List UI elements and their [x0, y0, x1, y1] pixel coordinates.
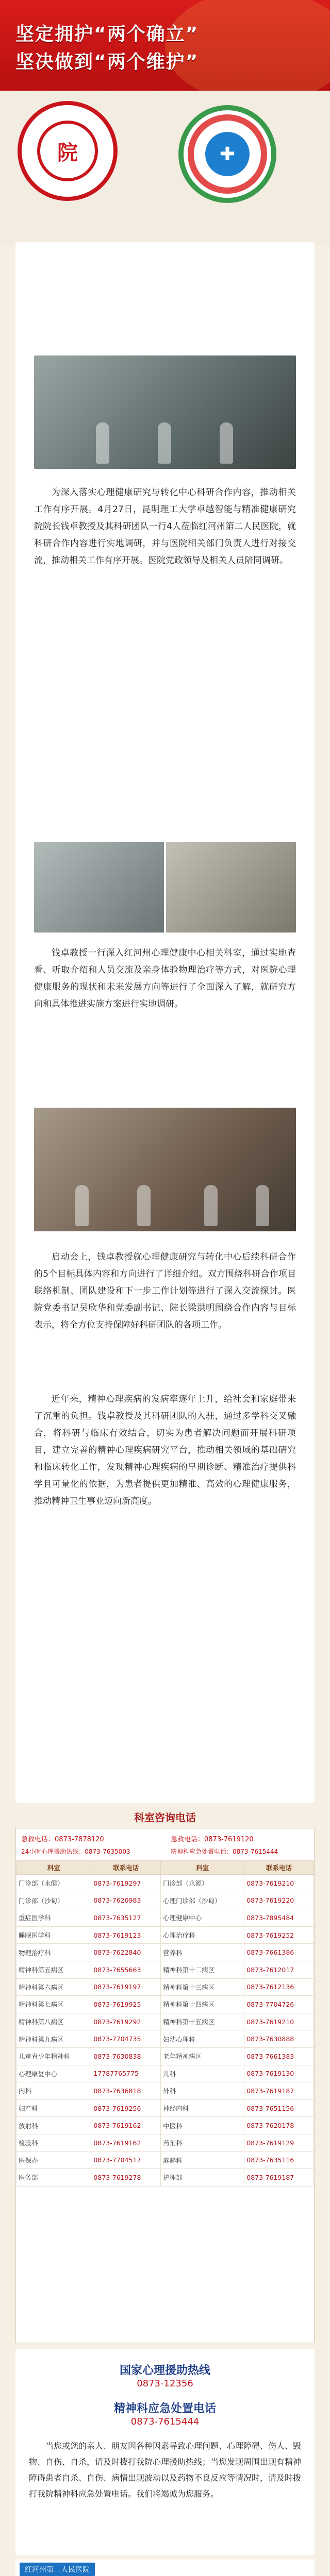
table-row [16, 1892, 314, 1909]
person-figure [137, 1185, 151, 1226]
article-paragraph-4: 近年来，精神心理疾病的发病率逐年上升，给社会和家庭带来了沉重的负担。钱卓教授及其科研团队的入驻，通过多学科交叉融合，将科研与临床有效结合，切实为患者解决问题而开展科研项目，建立完善的精神心理疾病研究平台，推动相关领域的基础研究和临床转化工作，发现精神心理疾病的早期诊断、精准治疗提供科学且可量化的依据，为患者提供更加精准、高效的心理健康服务，推动精神卫生事业迈向新高度。 [34, 1394, 296, 1506]
emergency-phone-1: 急救电话：0873-7878120 [21, 1836, 104, 1843]
photo-meeting [34, 1108, 296, 1231]
phone-cell[interactable]: 17787765775 [91, 2065, 161, 2082]
dept-cell: 神经内科 [161, 2099, 244, 2117]
table-row [16, 2082, 314, 2100]
phone-cell[interactable]: 0873-7619210 [244, 1875, 314, 1892]
dept-cell: 精神科第八病区 [16, 2013, 91, 2030]
hotline-number[interactable]: 0873-12356 [137, 2378, 193, 2389]
table-row [16, 2151, 314, 2169]
dept-cell: 门诊部（永源） [161, 1875, 244, 1892]
person-figure [256, 1185, 269, 1226]
dept-cell: 妇幼心理科 [161, 2030, 244, 2048]
phone-cell[interactable]: 0873-7620983 [91, 1892, 161, 1909]
dept-cell: 儿科 [161, 2065, 244, 2082]
dept-cell: 精神科第十三病区 [161, 1978, 244, 1996]
table-row [16, 2030, 314, 2048]
article-paragraph-3: 启动会上，钱卓教授就心理健康研究与转化中心后续科研合作的5个目标具体内容和方向进行了详细介绍。双方围绕科研合作项目联络机制、团队建设和下一步工作计划等进行了深入交流探讨。医院党委书记吴欣华和党委副书记、院长梁洪明围绕合作内容与目标表示，将全方位支持保障好科研团队的各项工作。 [34, 1252, 296, 1330]
phone-cell[interactable]: 0873-7619162 [91, 2117, 161, 2134]
dept-cell: 检验科 [16, 2134, 91, 2151]
emergency-number[interactable]: 0873-7615444 [130, 2416, 200, 2427]
dept-cell: 营养科 [161, 1944, 244, 1961]
dept-cell: 重症医学科 [16, 1909, 91, 1927]
article-paragraph-2: 钱卓教授一行深入红河州心理健康中心相关科室，通过实地查看、听取介绍和人员交流及亲身体验物理治疗等方式，对医院心理健康服务的现状和未来发展方向等进行了全面深入了解，就研究方向和具体推进实施方案进行实地调研。 [34, 948, 296, 1009]
phone-cell[interactable]: 0873-7619210 [244, 2013, 314, 2030]
hotline-section [15, 2349, 315, 2555]
dept-cell: 外科 [161, 2082, 244, 2100]
table-row [16, 1961, 314, 1978]
header-dept: 科室 [161, 1861, 244, 1875]
phone-cell[interactable]: 0873-7704517 [91, 2151, 161, 2169]
dept-cell: 精神科第十五病区 [161, 2013, 244, 2030]
slogan-line-1: 坚定拥护“两个确立” [15, 24, 199, 45]
slogan-line-2: 坚决做到“两个维护” [15, 52, 199, 73]
dept-cell: 睡眠医学科 [16, 1926, 91, 1944]
dept-cell: 精神科第九病区 [16, 2030, 91, 2048]
slogan-banner [0, 0, 330, 91]
phone-cell[interactable]: 0873-7612017 [244, 1961, 314, 1978]
table-row [16, 2169, 314, 2187]
phone-cell[interactable]: 0873-7622840 [91, 1944, 161, 1961]
table-row [16, 1978, 314, 1996]
dept-cell: 物理治疗科 [16, 1944, 91, 1961]
psych-aid-hotline: 24小时心理援助热线：0873-7635003 [21, 1848, 130, 1855]
dept-cell: 精神科第五病区 [16, 1961, 91, 1978]
phone-cell[interactable]: 0873-7619187 [244, 2169, 314, 2187]
photo-consultation-right [166, 842, 296, 933]
dept-cell: 医保办 [16, 2151, 91, 2169]
phone-cell[interactable]: 0873-7661383 [244, 2047, 314, 2065]
table-row [16, 1909, 314, 1927]
table-row [16, 1926, 314, 1944]
table-row [16, 2099, 314, 2117]
dept-cell: 精神科第十四病区 [161, 1996, 244, 2013]
table-row [16, 2134, 314, 2151]
dept-cell: 心理健康中心 [161, 1909, 244, 1927]
phone-cell[interactable]: 0873-7630838 [91, 2047, 161, 2065]
phone-cell[interactable]: 0873-7612136 [244, 1978, 314, 1996]
photo-pair-consultation [34, 842, 296, 933]
hospital-tag: 红河州第二人民医院 [20, 2563, 95, 2576]
phone-cell[interactable]: 0873-7619297 [91, 1875, 161, 1892]
photo-consultation-left [34, 842, 164, 933]
hospital-seal-logo [18, 101, 118, 201]
phone-cell[interactable]: 0873-7619292 [91, 2013, 161, 2030]
dept-cell: 门诊部（永健） [16, 1875, 91, 1892]
credits-section [15, 2560, 315, 2576]
dept-cell: 内科 [16, 2082, 91, 2100]
phone-cell[interactable]: 0873-7636818 [91, 2082, 161, 2100]
phone-cell[interactable]: 0873-7895484 [244, 1909, 314, 1927]
article-card [15, 242, 315, 1803]
table-row [16, 1944, 314, 1961]
phone-cell[interactable]: 0873-7619256 [91, 2099, 161, 2117]
emergency-title: 精神科应急处置电话 [113, 2402, 216, 2415]
phone-cell[interactable]: 0873-7620178 [244, 2117, 314, 2134]
dept-cell: 妇产科 [16, 2099, 91, 2117]
article-paragraph-1: 为深入落实心理健康研究与转化中心科研合作内容，推动相关工作有序开展。4月27日，昆明理工大学卓越智能与精准健康研究院院长钱卓教授及其科研团队一行4人莅临红河州第二人民医院，就科研合作内容进行实地调研，并与医院相关部门负责人进行对接交流，推动相关工作有序开展。医院党政领导及相关人员陪同调研。 [34, 487, 296, 566]
header-phone: 联系电话 [91, 1861, 161, 1875]
contacts-table [16, 1860, 314, 2187]
phone-cell[interactable]: 0873-7619130 [244, 2065, 314, 2082]
dept-cell: 麻醉科 [161, 2151, 244, 2169]
phone-cell[interactable]: 0873-7619252 [244, 1926, 314, 1944]
dept-cell: 药剂科 [161, 2134, 244, 2151]
person-figure [75, 1185, 89, 1226]
phone-cell[interactable]: 0873-7704735 [91, 2030, 161, 2048]
phone-cell[interactable]: 0873-7619129 [244, 2134, 314, 2151]
dept-cell: 心理治疗科 [161, 1926, 244, 1944]
dept-cell: 护理部 [161, 2169, 244, 2187]
phone-cell[interactable]: 0873-7619278 [91, 2169, 161, 2187]
medical-cross-icon: ✚ [205, 132, 250, 176]
phone-cell[interactable]: 0873-7651156 [244, 2099, 314, 2117]
phone-cell[interactable]: 0873-7619187 [244, 2082, 314, 2100]
person-figure [220, 422, 233, 464]
photo-visit-team [34, 355, 296, 469]
hotline-description: 当您或您的亲人、朋友因各种因素导致心理问题、心理障碍、伤人、毁物、自伤、自杀，请及时拨打我院心理援助热线；当您发现周围出现有精神障碍患者自杀、自伤、病情出现波动以及药物不良反应等情况时，请及时拨打我院精神科应急处置电话。我们将竭诚为您服务。 [29, 2441, 302, 2499]
emergency-phone-2: 急救电话：0873-7619120 [171, 1836, 254, 1843]
hotline-title: 国家心理援助热线 [119, 2364, 210, 2377]
person-figure [96, 422, 109, 464]
dept-cell: 精神科第七病区 [16, 1996, 91, 2013]
phone-cell[interactable]: 0873-7619197 [91, 1978, 161, 1996]
mental-health-center-logo [178, 105, 276, 203]
phone-cell[interactable]: 0873-7619925 [91, 1996, 161, 2013]
dept-cell: 精神科第六病区 [16, 1978, 91, 1996]
dept-cell: 心理门诊部（沙甸） [161, 1892, 244, 1909]
phone-cell[interactable]: 0873-7655663 [91, 1961, 161, 1978]
phone-cell[interactable]: 0873-7619123 [91, 1926, 161, 1944]
table-row [16, 1875, 314, 1892]
phone-cell[interactable]: 0873-7619220 [244, 1892, 314, 1909]
phone-cell[interactable]: 0873-7619162 [91, 2134, 161, 2151]
contacts-rows [16, 1875, 314, 2187]
dept-cell: 老年精神病区 [161, 2047, 244, 2065]
phone-cell[interactable]: 0873-7630888 [244, 2030, 314, 2048]
table-row [16, 1996, 314, 2013]
dept-cell: 门诊部（沙甸） [16, 1892, 91, 1909]
phone-cell[interactable]: 0873-7635127 [91, 1909, 161, 1927]
logo-strip [0, 91, 330, 245]
table-row [16, 2117, 314, 2134]
phone-cell[interactable]: 0873-7661386 [244, 1944, 314, 1961]
table-row [16, 2047, 314, 2065]
dept-cell: 精神科第十二病区 [161, 1961, 244, 1978]
contacts-title: 科室咨询电话 [134, 1811, 196, 1824]
seal-center: 院 [37, 121, 98, 181]
phone-cell[interactable]: 0873-7704726 [244, 1996, 314, 2013]
header-phone: 联系电话 [244, 1861, 314, 1875]
person-figure [204, 1185, 218, 1226]
dept-cell: 医务部 [16, 2169, 91, 2187]
table-row [16, 2013, 314, 2030]
table-header-row [16, 1861, 314, 1875]
table-row [16, 2065, 314, 2082]
contacts-table-panel [15, 1828, 315, 2343]
header-dept: 科室 [16, 1861, 91, 1875]
dept-cell: 心理康复中心 [16, 2065, 91, 2082]
dept-cell: 中医科 [161, 2117, 244, 2134]
psych-emergency-line: 精神科应急处置电话：0873-7615444 [171, 1848, 278, 1855]
dept-cell: 儿童青少年精神科 [16, 2047, 91, 2065]
person-figure [158, 422, 171, 464]
phone-cell[interactable]: 0873-7635116 [244, 2151, 314, 2169]
dept-cell: 放射科 [16, 2117, 91, 2134]
